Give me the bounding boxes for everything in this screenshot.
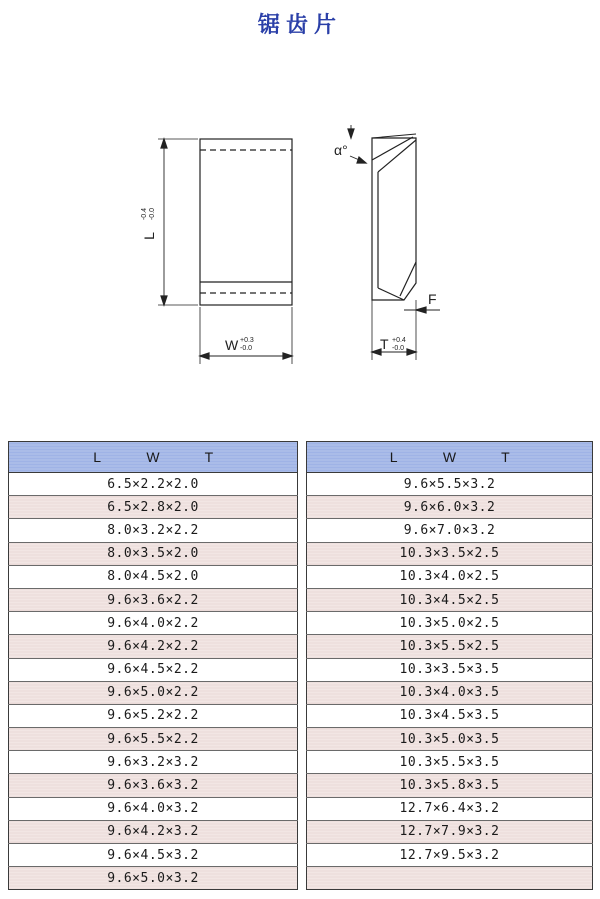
table-row (9, 867, 298, 890)
table-row (307, 681, 593, 704)
table-cell: 10.3×3.5×2.5 (307, 542, 593, 565)
table-cell: 9.6×4.0×3.2 (9, 797, 298, 820)
table-cell: 10.3×5.0×3.5 (307, 728, 593, 751)
table-cell: 10.3×5.8×3.5 (307, 774, 593, 797)
front-view (158, 139, 292, 364)
table-cell: 10.3×5.5×2.5 (307, 635, 593, 658)
table-cell: 9.6×5.0×3.2 (9, 867, 298, 890)
table-cell: 9.6×5.5×3.2 (307, 473, 593, 496)
table-row (307, 473, 593, 496)
size-table-right (306, 441, 593, 890)
table-row (9, 797, 298, 820)
table-cell: 9.6×4.2×2.2 (9, 635, 298, 658)
table-row (307, 519, 593, 542)
table-cell: 9.6×5.2×2.2 (9, 704, 298, 727)
table-cell: 9.6×5.0×2.2 (9, 681, 298, 704)
tolerance-L-upper: -0.4 (141, 207, 148, 221)
table-cell: 9.6×4.0×2.2 (9, 612, 298, 635)
table-row (307, 542, 593, 565)
table-row (9, 635, 298, 658)
table-row (307, 728, 593, 751)
table-header (307, 442, 593, 473)
label-W: W (225, 337, 239, 353)
table-cell: 6.5×2.2×2.0 (9, 473, 298, 496)
table-row (9, 565, 298, 588)
label-T: T (380, 336, 389, 352)
table-cell: 9.6×5.5×2.2 (9, 728, 298, 751)
tolerance-W-upper: +0.3 (240, 337, 254, 344)
table-cell: 9.6×3.6×3.2 (9, 774, 298, 797)
table-row (9, 612, 298, 635)
table-cell: 9.6×4.2×3.2 (9, 820, 298, 843)
table-cell: 10.3×4.0×3.5 (307, 681, 593, 704)
table-row (307, 704, 593, 727)
table-row (9, 588, 298, 611)
table-cell: 9.6×4.5×2.2 (9, 658, 298, 681)
table-row (307, 797, 593, 820)
tolerance-W-lower: -0.0 (240, 345, 253, 352)
table-row (9, 751, 298, 774)
table-row (307, 658, 593, 681)
table-cell: 9.6×4.5×3.2 (9, 844, 298, 867)
tolerance-T-upper: +0.4 (392, 337, 406, 344)
table-cell: 12.7×7.9×3.2 (307, 820, 593, 843)
table-row (9, 704, 298, 727)
table-row (9, 844, 298, 867)
table-row (307, 635, 593, 658)
technical-drawing (0, 0, 600, 430)
header-L: L (389, 449, 398, 465)
table-cell: 10.3×4.5×3.5 (307, 704, 593, 727)
label-L: L (141, 232, 157, 240)
table-cell: 8.0×3.2×2.2 (9, 519, 298, 542)
page-title: 锯齿片 (257, 12, 342, 38)
table-cell: 10.3×4.0×2.5 (307, 565, 593, 588)
table-cell: 6.5×2.8×2.0 (9, 496, 298, 519)
table-row (307, 496, 593, 519)
table-cell: 10.3×5.5×3.5 (307, 751, 593, 774)
header-L: L (93, 449, 101, 465)
tolerance-T-lower: -0.0 (392, 345, 405, 352)
table-row (307, 844, 593, 867)
header-T: T (204, 449, 214, 465)
table-cell: 10.3×5.0×2.5 (307, 612, 593, 635)
table-cell: 10.3×3.5×3.5 (307, 658, 593, 681)
table-cell: 9.6×3.2×3.2 (9, 751, 298, 774)
header-W: W (442, 449, 457, 465)
table-row (307, 588, 593, 611)
table-row (9, 681, 298, 704)
table-cell (307, 867, 593, 890)
table-cell: 10.3×4.5×2.5 (307, 588, 593, 611)
table-row (9, 774, 298, 797)
table-row (9, 658, 298, 681)
table-row (9, 820, 298, 843)
tolerance-L-lower: -0.0 (149, 207, 156, 221)
header-T: T (501, 449, 510, 465)
table-row (9, 542, 298, 565)
table-header (9, 442, 298, 473)
label-F: F (428, 291, 437, 307)
table-cell: 9.6×6.0×3.2 (307, 496, 593, 519)
side-view (348, 125, 440, 360)
table-cell: 9.6×3.6×2.2 (9, 588, 298, 611)
table-row (9, 473, 298, 496)
table-cell: 8.0×4.5×2.0 (9, 565, 298, 588)
table-row (9, 496, 298, 519)
table-cell: 8.0×3.5×2.0 (9, 542, 298, 565)
table-cell: 9.6×7.0×3.2 (307, 519, 593, 542)
table-row (9, 519, 298, 542)
table-row (307, 751, 593, 774)
size-table-left (8, 441, 298, 890)
table-row (307, 867, 593, 890)
table-cell: 12.7×6.4×3.2 (307, 797, 593, 820)
table-row (307, 612, 593, 635)
table-row (307, 774, 593, 797)
label-alpha: α° (334, 142, 348, 158)
table-header-row (9, 442, 298, 473)
header-W: W (146, 449, 160, 465)
table-row (307, 820, 593, 843)
table-row (307, 565, 593, 588)
table-cell: 12.7×9.5×3.2 (307, 844, 593, 867)
table-header-row (307, 442, 593, 473)
table-row (9, 728, 298, 751)
